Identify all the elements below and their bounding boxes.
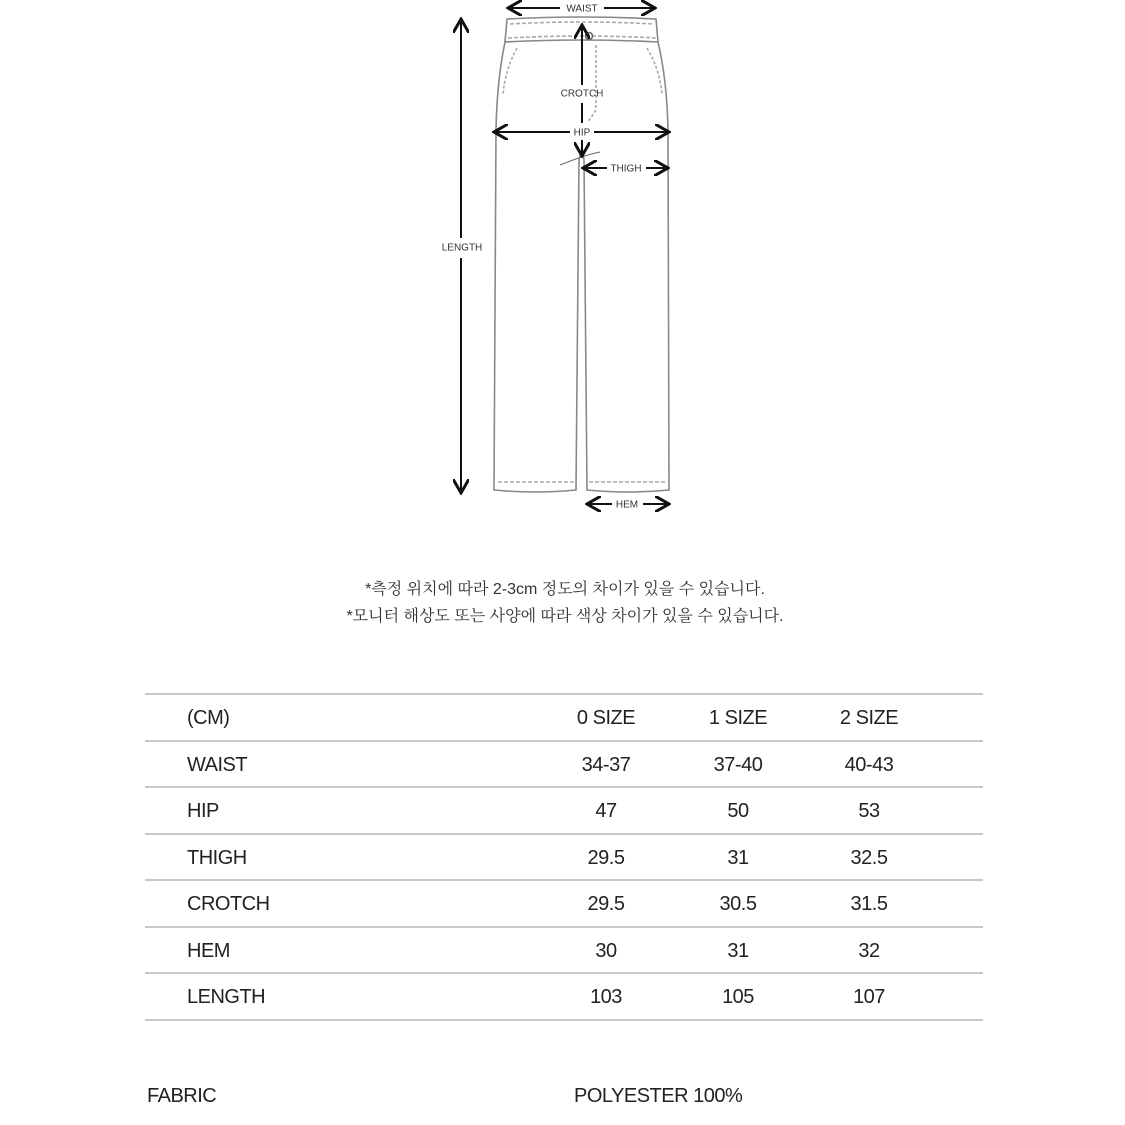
crotch-label: CROTCH <box>560 88 604 100</box>
row-label: LENGTH <box>187 986 266 1008</box>
table-cell: 105 <box>722 986 754 1008</box>
column-header: 1 SIZE <box>708 707 768 729</box>
note-measurement: *측정 위치에 따라 2-3cm 정도의 차이가 있을 수 있습니다. <box>365 581 765 598</box>
size-table <box>145 693 983 1021</box>
table-cell: 30.5 <box>719 893 757 915</box>
table-cell: 29.5 <box>587 846 625 869</box>
length-label: LENGTH <box>441 242 483 254</box>
pants-diagram <box>0 0 1125 540</box>
fabric-label: FABRIC <box>147 1085 217 1107</box>
unit-label: (CM) <box>187 707 230 729</box>
table-cell: 50 <box>727 800 749 822</box>
table-row <box>145 881 983 928</box>
table-cell: 30 <box>595 939 617 962</box>
table-header <box>145 693 983 742</box>
waist-label: WAIST <box>566 3 598 15</box>
note-color: *모니터 해상도 또는 사양에 따라 색상 차이가 있을 수 있습니다. <box>346 608 784 625</box>
table-cell: 31 <box>727 846 749 869</box>
table-cell: 53 <box>858 800 880 822</box>
fabric-value: POLYESTER 100% <box>574 1085 743 1107</box>
table-cell: 34-37 <box>581 753 631 776</box>
table-cell: 107 <box>853 986 885 1008</box>
table-cell: 32 <box>858 939 880 962</box>
row-label: HIP <box>187 800 219 822</box>
table-row <box>145 974 983 1021</box>
table-row <box>145 788 983 835</box>
row-label: HEM <box>187 939 230 962</box>
table-cell: 29.5 <box>587 893 625 915</box>
thigh-label: THIGH <box>610 163 642 175</box>
row-label: CROTCH <box>187 893 270 915</box>
table-cell: 31.5 <box>850 893 888 915</box>
hip-label: HIP <box>573 127 591 139</box>
table-cell: 47 <box>595 800 617 822</box>
table-cell: 31 <box>727 939 749 962</box>
table-cell: 103 <box>590 986 622 1008</box>
table-row <box>145 835 983 882</box>
column-header: 0 SIZE <box>576 707 636 729</box>
hem-label: HEM <box>615 499 639 511</box>
table-row <box>145 742 983 789</box>
table-cell: 40-43 <box>844 753 894 776</box>
row-label: THIGH <box>187 846 247 869</box>
row-label: WAIST <box>187 753 248 776</box>
table-cell: 32.5 <box>850 846 888 869</box>
column-header: 2 SIZE <box>839 707 899 729</box>
table-cell: 37-40 <box>713 753 763 776</box>
table-row <box>145 928 983 975</box>
